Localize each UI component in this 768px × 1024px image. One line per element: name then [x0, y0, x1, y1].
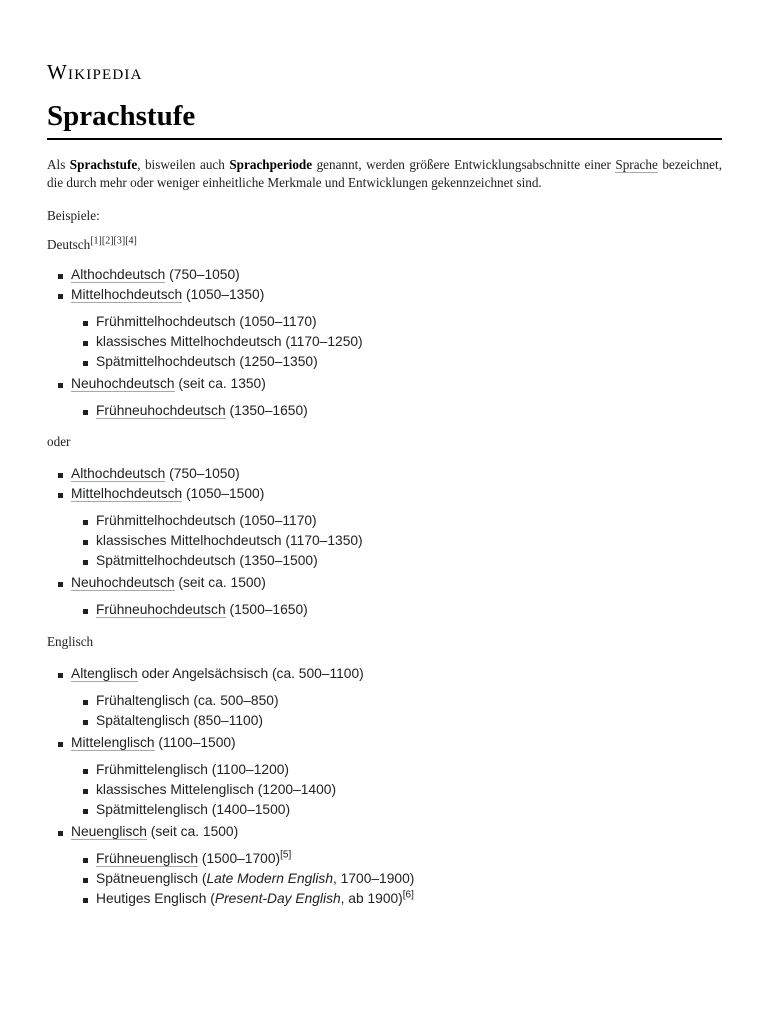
link-mittelenglisch[interactable]: Mittelenglisch [71, 735, 155, 750]
item-english-term: Late Modern English [206, 871, 334, 886]
sublist-item: Spätaltenglisch (850–1100) [71, 711, 722, 731]
beispiele-label: Beispiele: [47, 208, 100, 223]
link-neuhochdeutsch[interactable]: Neuhochdeutsch [71, 575, 175, 590]
item-period: oder Angelsächsisch (ca. 500–1100) [137, 666, 364, 681]
item-period: (1100–1500) [154, 735, 236, 750]
sublist-item: Spätmittelhochdeutsch (1250–1350) [71, 352, 722, 372]
link-altenglisch[interactable]: Altenglisch [71, 666, 138, 681]
englisch-label: Englisch [47, 634, 94, 649]
sublist-item: klassisches Mittelhochdeutsch (1170–1250) [71, 332, 722, 352]
intro-paragraph [47, 156, 722, 192]
sublist-item: Frühmittelenglisch (1100–1200) [71, 760, 722, 780]
article [47, 60, 722, 911]
link-fruehneuenglisch[interactable]: Frühneuenglisch [96, 851, 199, 866]
item-period: (750–1050) [165, 267, 240, 282]
list-item [47, 484, 722, 571]
intro-text: Als [47, 157, 70, 172]
link-mittelhochdeutsch[interactable]: Mittelhochdeutsch [71, 486, 183, 501]
term-sprachperiode: Sprachperiode [229, 157, 313, 172]
list-item [47, 573, 722, 620]
link-fruehneuhochdeutsch[interactable]: Frühneuhochdeutsch [96, 403, 226, 418]
item-period: (1350–1650) [225, 403, 308, 418]
wikipedia-logo[interactable]: Wikipedia [47, 60, 143, 84]
item-period: (seit ca. 1350) [174, 376, 266, 391]
deutsch-refs[interactable]: [1][2][3][4] [90, 235, 137, 247]
sublist [71, 849, 722, 909]
sublist-item [71, 849, 722, 869]
term-sprachstufe: Sprachstufe [69, 157, 138, 172]
list-item [47, 822, 722, 909]
ref-5[interactable]: [5] [280, 849, 292, 861]
sublist-item [71, 600, 722, 620]
sublist [71, 691, 722, 731]
sublist-item [71, 889, 722, 909]
list-item [47, 285, 722, 372]
item-text: , ab 1900) [340, 891, 403, 906]
deutsch-label [47, 236, 722, 254]
sublist [71, 511, 722, 571]
ref-6[interactable]: [6] [402, 889, 414, 901]
item-period: (1500–1700) [198, 851, 281, 866]
item-text: Heutiges Englisch ( [96, 891, 215, 906]
intro-text: , bisweilen auch [137, 157, 230, 172]
page-title: Sprachstufe [47, 98, 722, 140]
item-period: (seit ca. 1500) [146, 824, 239, 839]
list-item [47, 265, 722, 285]
item-text: Spätneuenglisch ( [96, 871, 207, 886]
sublist-item: Spätmittelenglisch (1400–1500) [71, 800, 722, 820]
sublist-item: Frühaltenglisch (ca. 500–850) [71, 691, 722, 711]
link-neuhochdeutsch[interactable]: Neuhochdeutsch [71, 376, 175, 391]
item-period: (1050–1350) [182, 287, 265, 302]
item-text: , 1700–1900) [333, 871, 415, 886]
deutsch-list-1 [47, 265, 722, 421]
sublist-item: Frühmittelhochdeutsch (1050–1170) [71, 312, 722, 332]
sublist [71, 600, 722, 620]
link-sprache[interactable]: Sprache [615, 157, 658, 172]
sublist-item [71, 869, 722, 889]
englisch-list [47, 664, 722, 909]
list-item [47, 664, 722, 731]
link-althochdeutsch[interactable]: Althochdeutsch [71, 267, 166, 282]
intro-text: bezeichnet, die durch mehr oder weniger einheitliche Merkmale und Entwicklungen gekennzeichnet sind. [47, 157, 722, 190]
sublist-item: Frühmittelhochdeutsch (1050–1170) [71, 511, 722, 531]
link-neuenglisch[interactable]: Neuenglisch [71, 824, 147, 839]
sublist [71, 760, 722, 820]
item-english-term: Present-Day English [214, 891, 341, 906]
sublist [71, 312, 722, 372]
sublist-item [71, 401, 722, 421]
link-fruehneuhochdeutsch[interactable]: Frühneuhochdeutsch [96, 602, 226, 617]
link-althochdeutsch[interactable]: Althochdeutsch [71, 466, 166, 481]
intro-text: genannt, werden größere Entwicklungsabschnitte einer [312, 157, 616, 172]
list-item [47, 464, 722, 484]
sublist-item: Spätmittelhochdeutsch (1350–1500) [71, 551, 722, 571]
list-item [47, 374, 722, 421]
deutsch-text: Deutsch [47, 237, 91, 252]
link-mittelhochdeutsch[interactable]: Mittelhochdeutsch [71, 287, 183, 302]
deutsch-list-2 [47, 464, 722, 620]
item-period: (seit ca. 1500) [174, 575, 266, 590]
sublist-item: klassisches Mittelhochdeutsch (1170–1350) [71, 531, 722, 551]
item-period: (750–1050) [165, 466, 240, 481]
item-period: (1500–1650) [225, 602, 308, 617]
item-period: (1050–1500) [182, 486, 265, 501]
sublist-item: klassisches Mittelenglisch (1200–1400) [71, 780, 722, 800]
list-item [47, 733, 722, 820]
sublist [71, 401, 722, 421]
oder-label: oder [47, 434, 71, 449]
